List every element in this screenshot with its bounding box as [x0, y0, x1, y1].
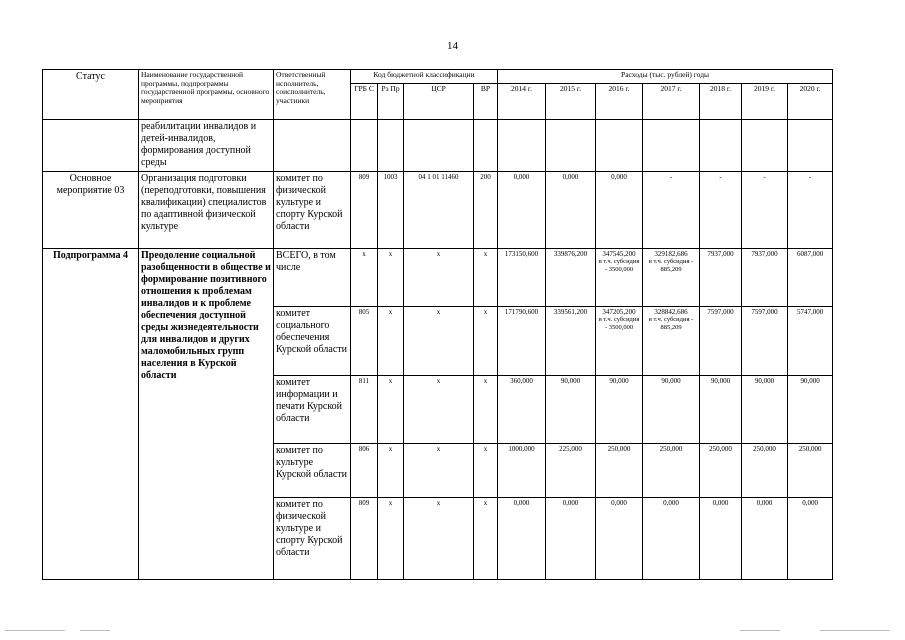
- measure03-status: Основное мероприятие 03: [43, 172, 139, 249]
- measure03-2015: 0,000: [546, 172, 596, 249]
- row-2017: 0,000: [643, 498, 700, 580]
- row-2019: 250,000: [742, 444, 788, 498]
- header-csr: ЦСР: [404, 84, 474, 120]
- row-responsible: комитет по физической культуре и спорту Курской области: [274, 498, 351, 580]
- row-vr: х: [474, 444, 498, 498]
- header-rzpr: Рз Пр: [378, 84, 404, 120]
- row-csr: х: [404, 498, 474, 580]
- row-2015: 339561,200: [546, 307, 596, 376]
- row-rzpr: х: [378, 307, 404, 376]
- row-2020: 90,000: [788, 376, 833, 444]
- row-2017-value: 329182,686: [654, 250, 688, 258]
- row-2015: 90,000: [546, 376, 596, 444]
- scan-artifacts: [0, 630, 905, 634]
- header-year-2020: 2020 г.: [788, 84, 833, 120]
- row-2015: 225,000: [546, 444, 596, 498]
- row-2016-value: 347545,200: [602, 250, 636, 258]
- measure03-2018: -: [700, 172, 742, 249]
- row-grbs: 809: [351, 498, 378, 580]
- row-2017: [643, 249, 700, 307]
- row-2020: 250,000: [788, 444, 833, 498]
- measure03-name: Организация подготовки (переподготовки, повышения квалификации) специалистов по адаптивной физической культуре: [139, 172, 274, 249]
- measure03-2019: -: [742, 172, 788, 249]
- subprogram4-name: Преодоление социальной разобщенности в обществе и формирование позитивного отношения к проблемам инвалидов и к проблеме обеспечения доступной среды жизнедеятельности для инвалидов и других маломобильных групп населения в Курской области: [139, 249, 274, 580]
- continuation-name: реабилитации инвалидов и детей-инвалидов, формирования доступной среды: [139, 120, 274, 172]
- header-expenses: Расходы (тыс. рублей) годы: [498, 70, 833, 84]
- row-2017: 250,000: [643, 444, 700, 498]
- row-2019: 90,000: [742, 376, 788, 444]
- row-vr: х: [474, 249, 498, 307]
- row-2017: 90,000: [643, 376, 700, 444]
- row-2017-note: в т.ч. субсидия - 885,209: [648, 316, 694, 331]
- row-2020: 5747,000: [788, 307, 833, 376]
- header-year-2015: 2015 г.: [546, 84, 596, 120]
- row-csr: х: [404, 444, 474, 498]
- header-status: Статус: [43, 70, 139, 120]
- row-2014: 171790,600: [498, 307, 546, 376]
- row-rzpr: х: [378, 249, 404, 307]
- subprogram4-row-total: [43, 249, 833, 307]
- header-responsible: Ответственный исполнитель, соисполнитель, участники: [274, 70, 351, 120]
- row-2019: 0,000: [742, 498, 788, 580]
- row-2018: 7937,000: [700, 249, 742, 307]
- header-name: Наименование государственной программы, подпрограммы государственной программы, основного мероприятия: [139, 70, 274, 120]
- row-2018: 90,000: [700, 376, 742, 444]
- measure03-rzpr: 1003: [378, 172, 404, 249]
- header-year-2017: 2017 г.: [643, 84, 700, 120]
- header-year-2014: 2014 г.: [498, 84, 546, 120]
- row-2014: 173150,600: [498, 249, 546, 307]
- row-responsible: комитет социального обеспечения Курской области: [274, 307, 351, 376]
- row-2016-note: в т.ч. субсидия - 3500,000: [598, 258, 640, 273]
- measure03-2020: -: [788, 172, 833, 249]
- measure03-2017: -: [643, 172, 700, 249]
- row-2015: 0,000: [546, 498, 596, 580]
- row-2014: 0,000: [498, 498, 546, 580]
- row-csr: х: [404, 376, 474, 444]
- row-2016: 90,000: [596, 376, 643, 444]
- row-2018: 0,000: [700, 498, 742, 580]
- header-year-2016: 2016 г.: [596, 84, 643, 120]
- row-rzpr: х: [378, 498, 404, 580]
- measure03-vr: 200: [474, 172, 498, 249]
- measure03-row: [43, 172, 833, 249]
- row-vr: х: [474, 498, 498, 580]
- measure03-responsible: комитет по физической культуре и спорту Курской области: [274, 172, 351, 249]
- measure03-csr: 04 1 01 11460: [404, 172, 474, 249]
- row-2016: [596, 249, 643, 307]
- row-2019: 7937,000: [742, 249, 788, 307]
- row-2016-value: 347205,200: [602, 308, 636, 316]
- row-grbs: 811: [351, 376, 378, 444]
- row-2017-note: в т.ч. субсидия - 885,209: [648, 258, 694, 273]
- measure03-grbs: 809: [351, 172, 378, 249]
- row-vr: х: [474, 376, 498, 444]
- row-responsible: комитет информации и печати Курской области: [274, 376, 351, 444]
- row-2017-value: 328842,686: [654, 308, 688, 316]
- header-vr: ВР: [474, 84, 498, 120]
- row-responsible: ВСЕГО, в том числе: [274, 249, 351, 307]
- row-2016: [596, 307, 643, 376]
- row-rzpr: х: [378, 444, 404, 498]
- header-year-2019: 2019 г.: [742, 84, 788, 120]
- row-rzpr: х: [378, 376, 404, 444]
- row-grbs: х: [351, 249, 378, 307]
- header-grbs: ГРБ С: [351, 84, 378, 120]
- row-2016: 0,000: [596, 498, 643, 580]
- row-2015: 339876,200: [546, 249, 596, 307]
- row-2016: 250,000: [596, 444, 643, 498]
- header-row-1: [43, 70, 833, 84]
- subprogram4-status: Подпрограмма 4: [43, 249, 139, 580]
- measure03-2016: 0,000: [596, 172, 643, 249]
- row-2018: 7597,000: [700, 307, 742, 376]
- row-2019: 7597,000: [742, 307, 788, 376]
- measure03-2014: 0,000: [498, 172, 546, 249]
- header-year-2018: 2018 г.: [700, 84, 742, 120]
- row-grbs: 805: [351, 307, 378, 376]
- row-2016-note: в т.ч. субсидия - 3500,000: [598, 316, 640, 331]
- row-grbs: 806: [351, 444, 378, 498]
- row-csr: х: [404, 307, 474, 376]
- row-csr: х: [404, 249, 474, 307]
- row-2014: 360,000: [498, 376, 546, 444]
- row-responsible: комитет по культуре Курской области: [274, 444, 351, 498]
- continuation-row: [43, 120, 833, 172]
- row-2017: [643, 307, 700, 376]
- page-number: 14: [447, 40, 458, 52]
- row-2020: 6087,000: [788, 249, 833, 307]
- row-2014: 1000,000: [498, 444, 546, 498]
- header-budget-code: Код бюджетной классификации: [351, 70, 498, 84]
- row-2018: 250,000: [700, 444, 742, 498]
- row-2020: 0,000: [788, 498, 833, 580]
- row-vr: х: [474, 307, 498, 376]
- budget-table: [42, 69, 833, 580]
